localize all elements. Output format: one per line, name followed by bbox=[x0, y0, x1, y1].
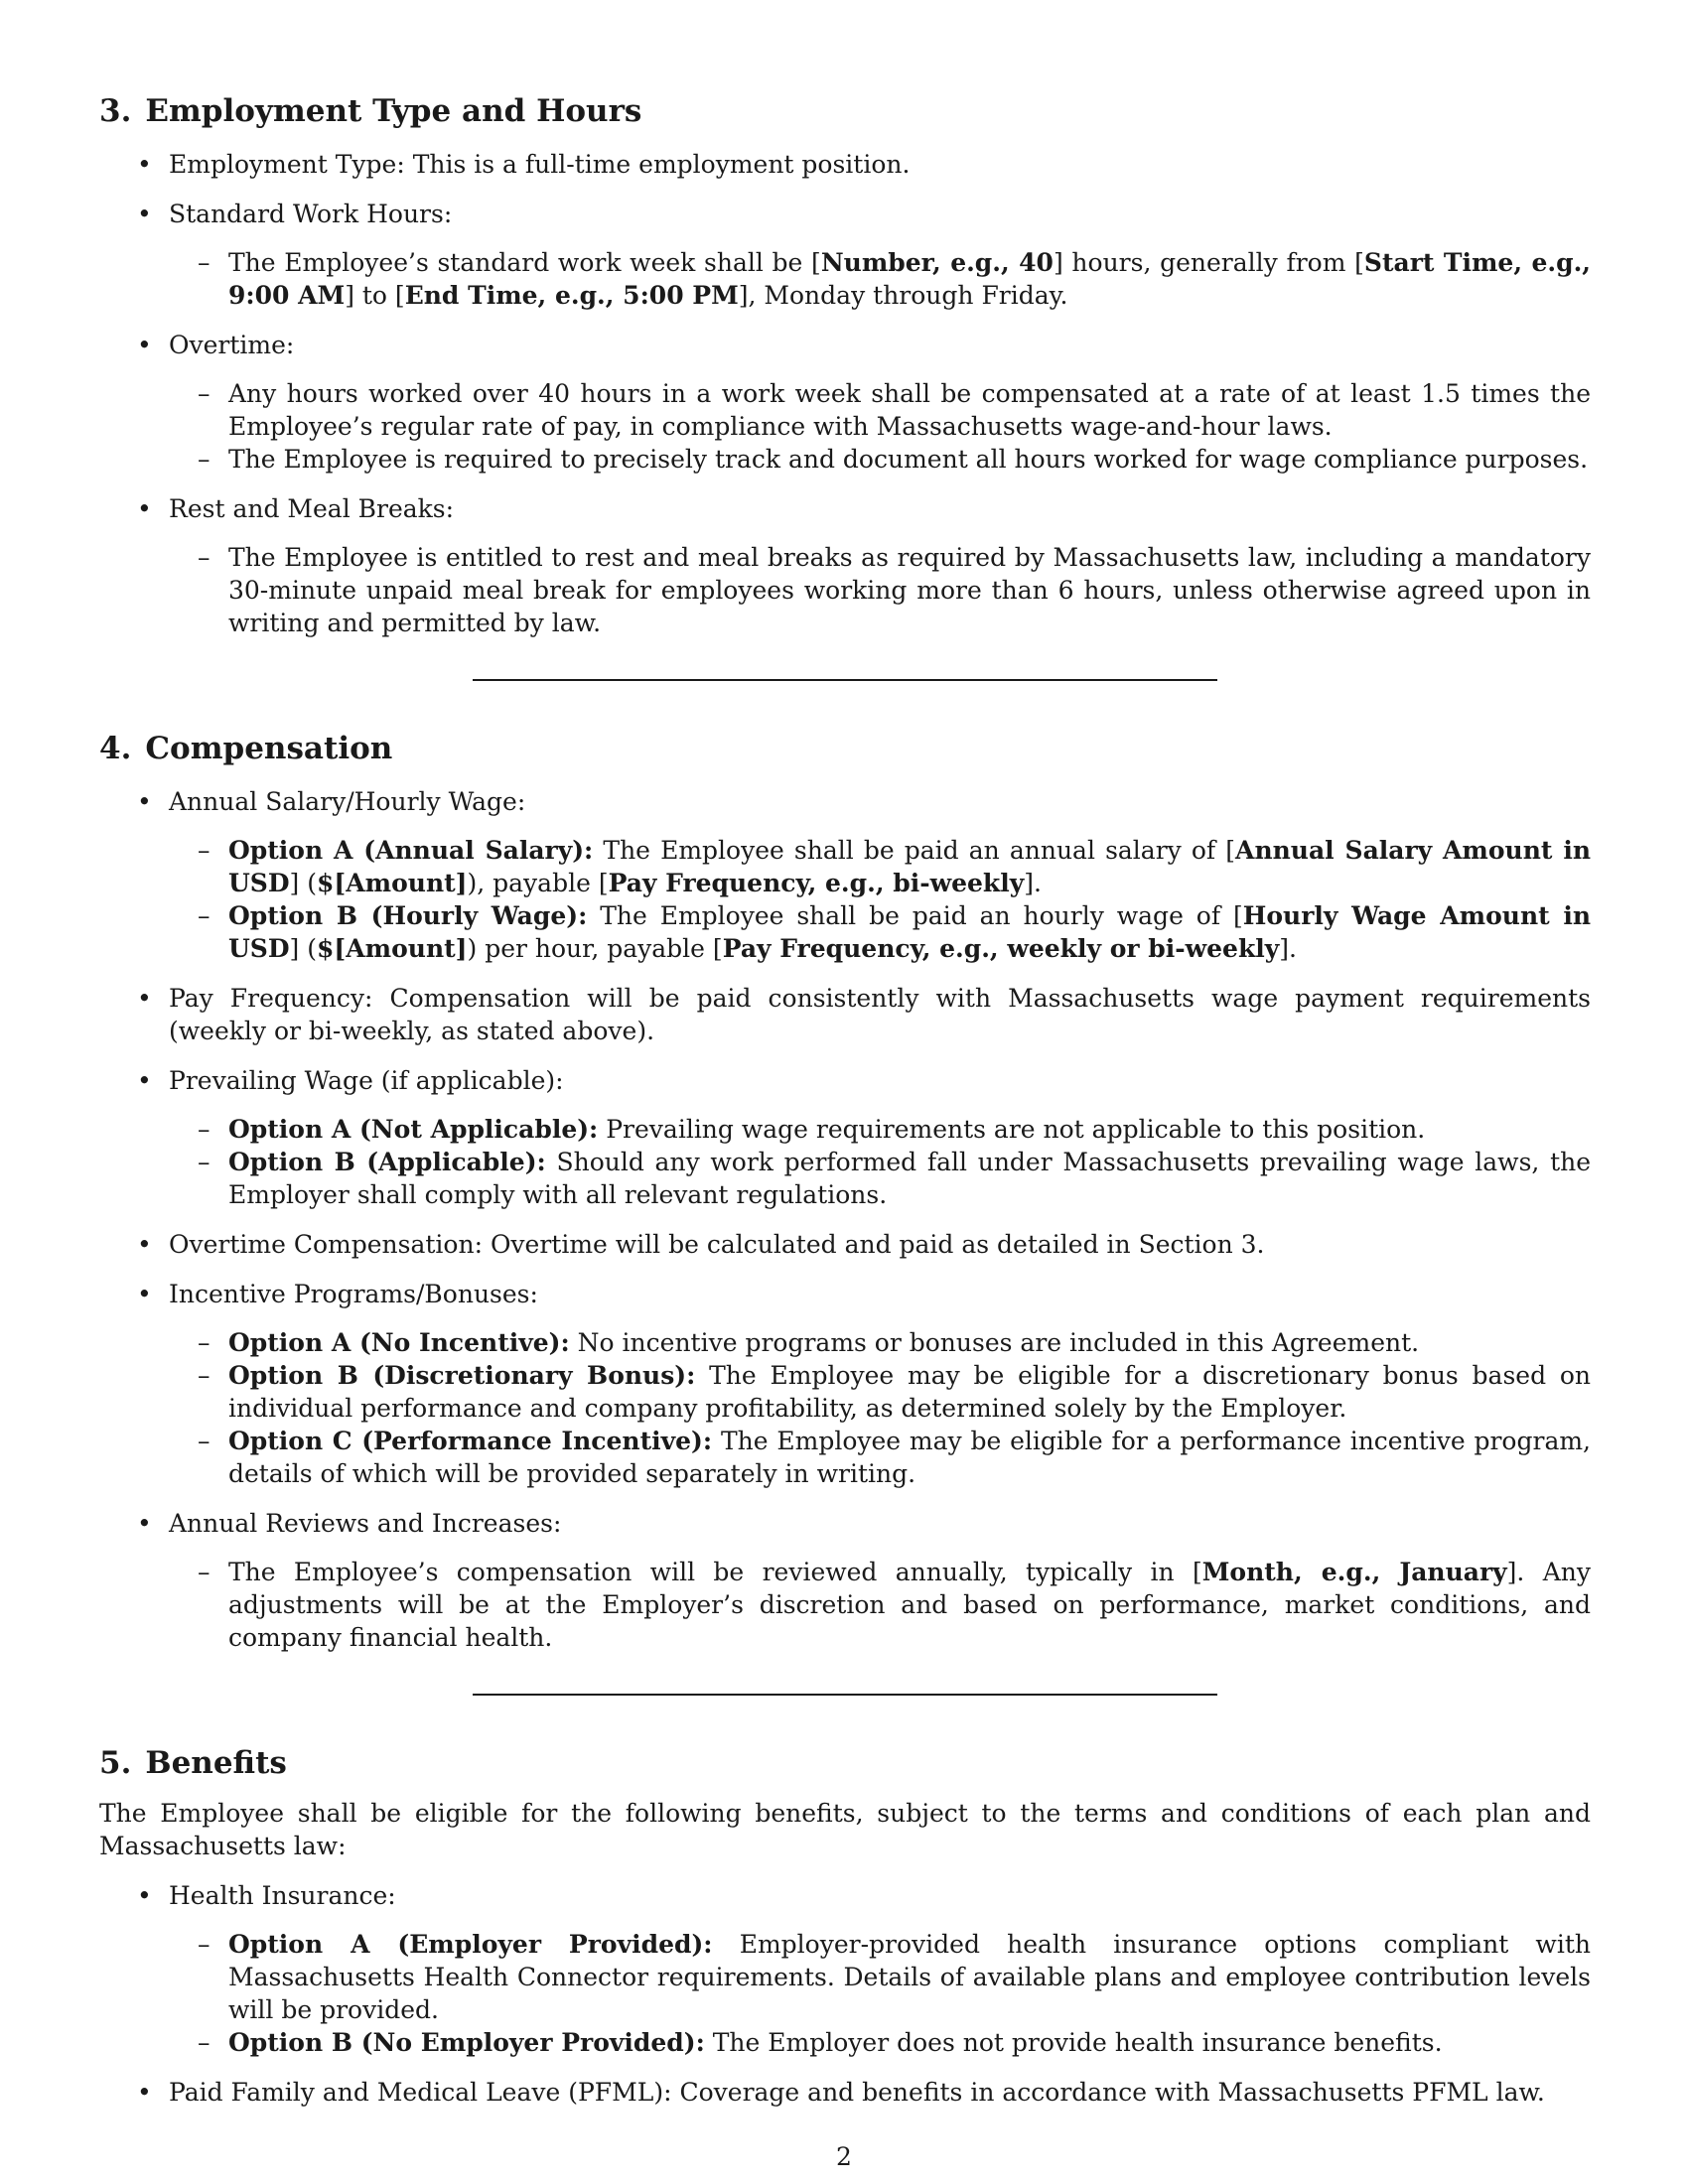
sub-list-item: – The Employee’s compensation will be reviewed annually, typically in [Month, e.g., January]. Any adjustments will be at the Employer’s discretion and based on performance, market conditions, and company financial health. bbox=[169, 1556, 1591, 1654]
section-intro: The Employee shall be eligible for the following benefits, subject to the terms and conditions of each plan and Massachusetts law: bbox=[99, 1799, 1591, 1860]
page-number: 2 bbox=[836, 2142, 852, 2171]
sub-list-item: – The Employee’s standard work week shall be [Number, e.g., 40] hours, generally from [Start Time, e.g., 9:00 AM] to [End Time, e.g., 5:00 PM], Monday through Friday. bbox=[169, 246, 1591, 312]
list-item: • Prevailing Wage (if applicable): – Option A (Not Applicable): Prevailing wage requirements are not applicable to this position. – Option B (Applicable): Should any work performed fall under Massachusetts prevailing wage laws, the Employer shall comply with all relevant regulations. bbox=[99, 1064, 1591, 1211]
sub-list-item: – Option C (Performance Incentive): The Employee may be eligible for a performance incentive program, details of which will be provided separately in writing. bbox=[169, 1425, 1591, 1490]
list-item: • Rest and Meal Breaks: – The Employee is entitled to rest and meal breaks as required by Massachusetts law, including a mandatory 30-minute unpaid meal break for employees working more than 6 hours, unless otherwise agreed upon in writing and permitted by law. bbox=[99, 492, 1591, 639]
sub-list-item: – Option A (Annual Salary): The Employee shall be paid an annual salary of [Annual Salary Amount in USD] ($[Amount]), payable [Pay Frequency, e.g., bi-weekly]. bbox=[169, 834, 1591, 899]
sub-list-item: – Option A (Employer Provided): Employer-provided health insurance options compliant with Massachusetts Health Connector requirements. Details of available plans and employee contribution levels will be provided. bbox=[169, 1928, 1591, 2026]
sub-list-item: – Option B (Applicable): Should any work performed fall under Massachusetts prevailing wage laws, the Employer shall comply with all relevant regulations. bbox=[169, 1146, 1591, 1211]
list-item: • Annual Reviews and Increases: – The Employee’s compensation will be reviewed annually, typically in [Month, e.g., January]. Any adjustments will be at the Employer’s discretion and based on performance, market conditions, and company financial health. bbox=[99, 1507, 1591, 1654]
section-divider bbox=[473, 679, 1217, 681]
sub-list-item: – Option B (Hourly Wage): The Employee shall be paid an hourly wage of [Hourly Wage Amount in USD] ($[Amount]) per hour, payable [Pay Frequency, e.g., weekly or bi-weekly]. bbox=[169, 899, 1591, 965]
list-item: • Overtime: – Any hours worked over 40 hours in a work week shall be compensated at a rate of at least 1.5 times the Employee’s regular rate of pay, in compliance with Massachusetts wage-and-hour laws. – The Employee is required to precisely track and document all hours worked for wage compliance purposes. bbox=[99, 329, 1591, 476]
sub-list-item: – Option A (Not Applicable): Prevailing wage requirements are not applicable to this position. bbox=[169, 1113, 1591, 1146]
section-heading: 4. Compensation bbox=[99, 731, 393, 766]
list-item: • Incentive Programs/Bonuses: – Option A (No Incentive): No incentive programs or bonuses are included in this Agreement. – Option B (Discretionary Bonus): The Employee may be eligible for a discretionary bonus based on individual performance and company profitability, as determined solely by the Employer. – Option C (Performance Incentive): The Employee may be eligible for a performance incentive program, details of which will be provided separately in writing. bbox=[99, 1278, 1591, 1490]
document-page bbox=[99, 91, 1591, 2109]
list-item: • Overtime Compensation: Overtime will be calculated and paid as detailed in Section 3. bbox=[99, 1228, 1591, 1261]
sub-list-item: – Any hours worked over 40 hours in a work week shall be compensated at a rate of at least 1.5 times the Employee’s regular rate of pay, in compliance with Massachusetts wage-and-hour laws. bbox=[169, 377, 1591, 443]
section-5 bbox=[99, 1743, 1591, 2109]
sub-list-item: – Option B (Discretionary Bonus): The Employee may be eligible for a discretionary bonus based on individual performance and company profitability, as determined solely by the Employer. bbox=[169, 1359, 1591, 1425]
sub-list-item: – The Employee is required to precisely track and document all hours worked for wage compliance purposes. bbox=[169, 443, 1591, 476]
list-item: • Paid Family and Medical Leave (PFML): Coverage and benefits in accordance with Massachusetts PFML law. bbox=[99, 2076, 1591, 2109]
list-item: • Pay Frequency: Compensation will be paid consistently with Massachusetts wage payment requirements (weekly or bi-weekly, as stated above). bbox=[99, 982, 1591, 1047]
sub-list-item: – Option B (No Employer Provided): The Employer does not provide health insurance benefits. bbox=[169, 2026, 1591, 2059]
section-3 bbox=[99, 91, 1591, 639]
section-heading: 3. Employment Type and Hours bbox=[99, 93, 642, 129]
list-item: • Employment Type: This is a full-time employment position. bbox=[99, 148, 1591, 181]
section-heading: 5. Benefits bbox=[99, 1745, 287, 1781]
list-item: • Annual Salary/Hourly Wage: – Option A (Annual Salary): The Employee shall be paid an annual salary of [Annual Salary Amount in USD] ($[Amount]), payable [Pay Frequency, e.g., bi-weekly]. – Option B (Hourly Wage): The Employee shall be paid an hourly wage of [Hourly Wage Amount in USD] ($[Amount]) per hour, payable [Pay Frequency, e.g., weekly or bi-weekly]. bbox=[99, 785, 1591, 965]
section-divider bbox=[473, 1694, 1217, 1696]
sub-list-item: – The Employee is entitled to rest and meal breaks as required by Massachusetts law, including a mandatory 30-minute unpaid meal break for employees working more than 6 hours, unless otherwise agreed upon in writing and permitted by law. bbox=[169, 541, 1591, 639]
list-item: • Health Insurance: – Option A (Employer Provided): Employer-provided health insurance options compliant with Massachusetts Health Connector requirements. Details of available plans and employee contribution levels will be provided. – Option B (No Employer Provided): The Employer does not provide health insurance benefits. bbox=[99, 1879, 1591, 2059]
section-4 bbox=[99, 729, 1591, 1654]
list-item: • Standard Work Hours: – The Employee’s standard work week shall be [Number, e.g., 40] hours, generally from [Start Time, e.g., 9:00 AM] to [End Time, e.g., 5:00 PM], Monday through Friday. bbox=[99, 198, 1591, 312]
sub-list-item: – Option A (No Incentive): No incentive programs or bonuses are included in this Agreement. bbox=[169, 1326, 1591, 1359]
